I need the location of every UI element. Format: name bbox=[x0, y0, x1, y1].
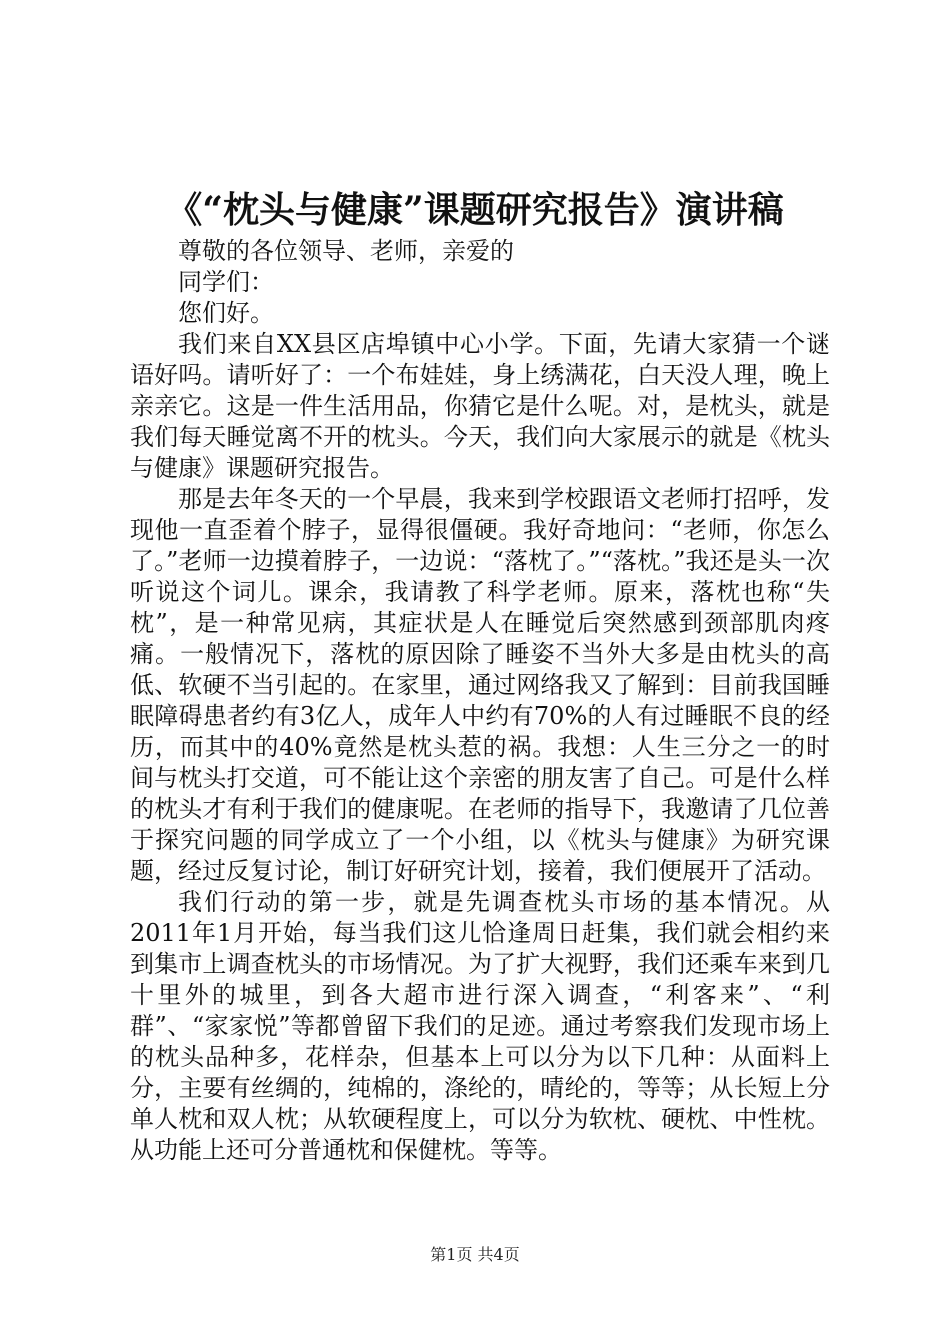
greeting-line: 尊敬的各位领导、老师，亲爱的 bbox=[178, 237, 514, 265]
body-paragraph: 我们来自XX县区店埠镇中心小学。下面，先请大家猜一个谜语好吗。请听好了：一个布娃娃，身上绣满花，白天没人理，晚上亲亲它。这是一件生活用品，你猜它是什么呢。对，是枕头，就是我们每天睡觉离不开的枕头。今天，我们向大家展示的就是《枕头与健康》课题研究报告。 bbox=[130, 330, 830, 482]
document-title: 《“枕头与健康”课题研究报告》演讲稿 bbox=[166, 189, 784, 231]
greeting-line: 您们好。 bbox=[178, 299, 274, 327]
page-footer: 第1页 共4页 bbox=[430, 1245, 520, 1264]
greeting-line: 同学们： bbox=[178, 268, 274, 296]
body-paragraph: 那是去年冬天的一个早晨，我来到学校跟语文老师打招呼，发现他一直歪着个脖子，显得很僵硬。我好奇地问：“老师，你怎么了。”老师一边摸着脖子，一边说：“落枕了。”“落枕。”我还是头一次听说这个词儿。课余，我请教了科学老师。原来，落枕也称“失枕”，是一种常见病，其症状是人在睡觉后突然感到颈部肌肉疼痛。一般情况下，落枕的原因除了睡姿不当外大多是由枕头的高低、软硬不当引起的。在家里，通过网络我又了解到：目前我国睡眠障碍患者约有3亿人，成年人中约有70%的人有过睡眠不良的经历，而其中的40%竟然是枕头惹的祸。我想：人生三分之一的时间与枕头打交道，可不能让这个亲密的朋友害了自己。可是什么样的枕头才有利于我们的健康呢。在老师的指导下，我邀请了几位善于探究问题的同学成立了一个小组，以《枕头与健康》为研究课题，经过反复讨论，制订好研究计划，接着，我们便展开了活动。 bbox=[130, 485, 830, 885]
body-paragraph: 我们行动的第一步，就是先调查枕头市场的基本情况。从2011年1月开始，每当我们这儿恰逢周日赶集，我们就会相约来到集市上调查枕头的市场情况。为了扩大视野，我们还乘车来到几十里外的城里，到各大超市进行深入调查，“利客来”、“利群”、“家家悦”等都曾留下我们的足迹。通过考察我们发现市场上的枕头品种多，花样杂，但基本上可以分为以下几种：从面料上分，主要有丝绸的，纯棉的，涤纶的，晴纶的，等等；从长短上分单人枕和双人枕；从软硬程度上，可以分为软枕、硬枕、中性枕。从功能上还可分普通枕和保健枕。等等。 bbox=[130, 888, 830, 1164]
document-body bbox=[130, 236, 830, 1166]
